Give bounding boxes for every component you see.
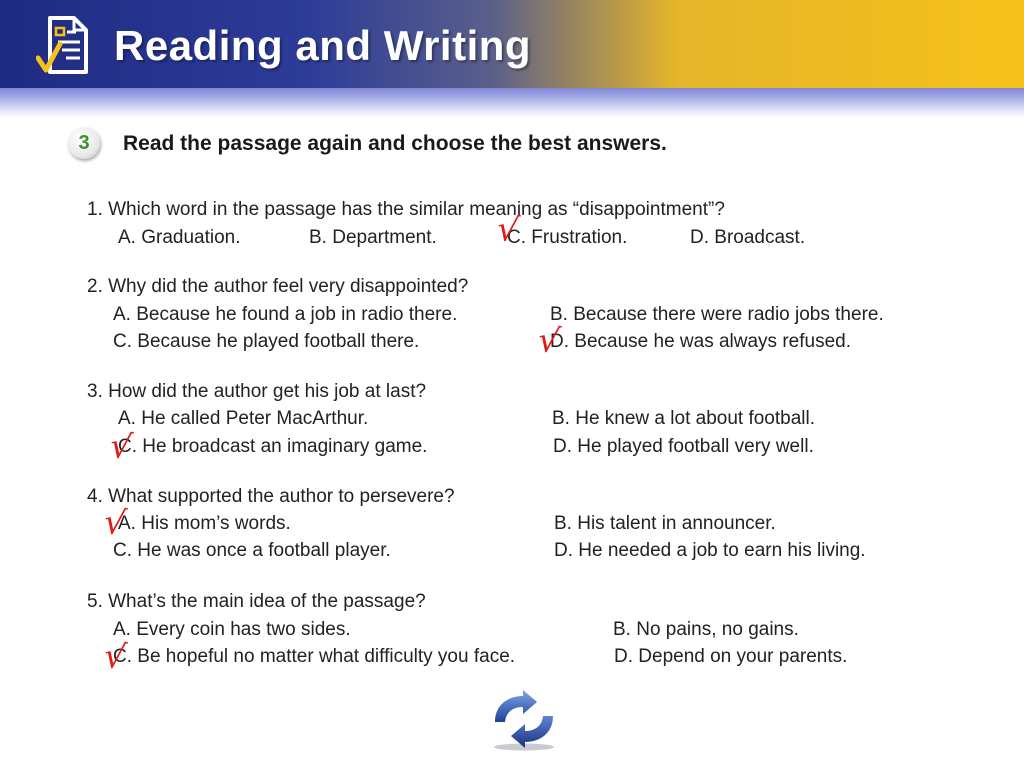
answer-check-mark: √ bbox=[107, 425, 135, 469]
option-b[interactable]: B. He knew a lot about football. bbox=[552, 408, 815, 429]
option-d[interactable]: D. He needed a job to earn his living. bbox=[554, 540, 866, 561]
option-a[interactable]: A. Graduation. bbox=[118, 227, 241, 248]
option-a[interactable]: A. His mom’s words. bbox=[118, 513, 291, 534]
header-gradient-band bbox=[0, 88, 1024, 118]
step-number-badge: 3 bbox=[68, 127, 100, 159]
option-c[interactable]: C. Because he played football there. bbox=[113, 331, 420, 352]
page-title: Reading and Writing bbox=[114, 22, 532, 69]
option-c[interactable]: C. Be hopeful no matter what difficulty you face. bbox=[113, 646, 516, 667]
refresh-arrows-icon[interactable] bbox=[487, 690, 561, 752]
answer-check-mark: √ bbox=[101, 635, 129, 679]
option-b[interactable]: B. Department. bbox=[309, 227, 437, 248]
option-a[interactable]: A. Because he found a job in radio there. bbox=[113, 304, 458, 325]
option-c[interactable]: C. He broadcast an imaginary game. bbox=[118, 436, 428, 457]
question-stem: 1. Which word in the passage has the similar meaning as “disappointment”? bbox=[87, 199, 725, 220]
option-d[interactable]: D. Depend on your parents. bbox=[614, 646, 848, 667]
answer-check-mark: √ bbox=[101, 501, 129, 545]
question-stem: 4. What supported the author to persevere? bbox=[87, 486, 455, 507]
answer-check-mark: √ bbox=[535, 319, 563, 363]
option-a[interactable]: A. Every coin has two sides. bbox=[113, 619, 351, 640]
option-c[interactable]: C. Frustration. bbox=[507, 227, 628, 248]
header-banner bbox=[0, 0, 1024, 88]
question-stem: 3. How did the author get his job at last? bbox=[87, 381, 427, 402]
option-b[interactable]: B. His talent in announcer. bbox=[554, 513, 776, 534]
option-d[interactable]: D. Because he was always refused. bbox=[550, 331, 851, 352]
option-c[interactable]: C. He was once a football player. bbox=[113, 540, 391, 561]
option-b[interactable]: B. Because there were radio jobs there. bbox=[550, 304, 884, 325]
question-stem: 5. What’s the main idea of the passage? bbox=[87, 591, 426, 612]
option-d[interactable]: D. Broadcast. bbox=[690, 227, 806, 248]
answer-check-mark: √ bbox=[494, 208, 522, 252]
option-a[interactable]: A. He called Peter MacArthur. bbox=[118, 408, 369, 429]
instruction-text: Read the passage again and choose the best answers. bbox=[123, 132, 667, 155]
option-d[interactable]: D. He played football very well. bbox=[553, 436, 814, 457]
question-stem: 2. Why did the author feel very disappointed? bbox=[87, 276, 469, 297]
document-check-icon bbox=[36, 14, 96, 78]
option-b[interactable]: B. No pains, no gains. bbox=[613, 619, 799, 640]
